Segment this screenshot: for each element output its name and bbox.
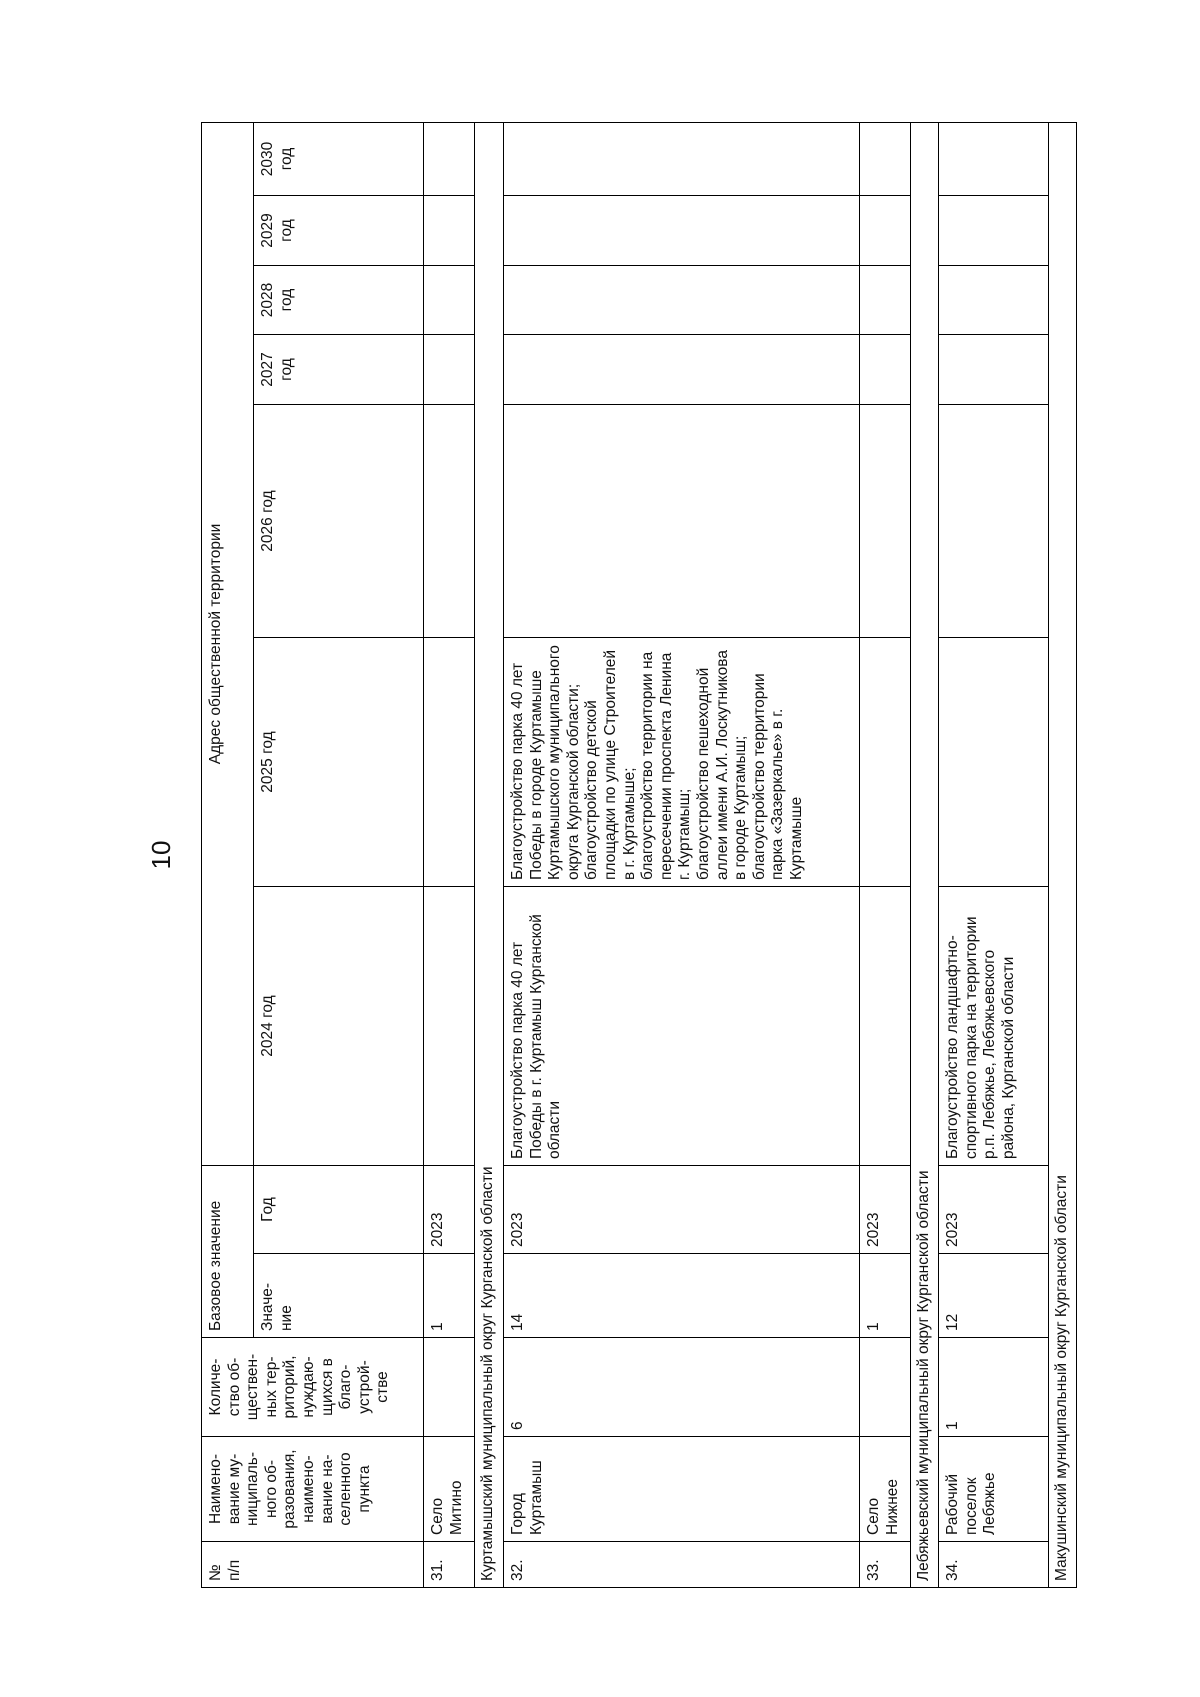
address-2028 bbox=[860, 265, 911, 334]
address-2024: Благоустройство парка 40 лет Победы в г. Куртамыш Курганской области bbox=[504, 886, 860, 1165]
base-value: 1 bbox=[424, 1254, 475, 1338]
municipality-name: Город Куртамыш bbox=[504, 1437, 860, 1542]
header-value: Значе- ние bbox=[254, 1254, 424, 1338]
row-num: 34. bbox=[939, 1542, 1049, 1588]
base-year: 2023 bbox=[504, 1165, 860, 1253]
territory-count: 6 bbox=[504, 1338, 860, 1437]
header-address: Адрес общественной территории bbox=[202, 122, 254, 1165]
address-2027 bbox=[939, 334, 1049, 404]
header-year: Год bbox=[254, 1165, 424, 1253]
territory-count bbox=[860, 1338, 911, 1437]
address-2028 bbox=[504, 265, 860, 334]
page-number: 10 bbox=[146, 840, 176, 870]
address-2027 bbox=[504, 334, 860, 404]
address-2029 bbox=[424, 195, 475, 265]
address-2030 bbox=[939, 122, 1049, 195]
base-value: 14 bbox=[504, 1254, 860, 1338]
address-2026 bbox=[939, 404, 1049, 637]
table-row bbox=[860, 122, 911, 1587]
header-count: Количе- ство об- ществен- ных тер- риторий, нуждаю- щихся в благо- устрой- стве bbox=[202, 1338, 424, 1437]
address-2028 bbox=[939, 265, 1049, 334]
address-2029 bbox=[939, 195, 1049, 265]
address-2024 bbox=[424, 886, 475, 1165]
base-year: 2023 bbox=[860, 1165, 911, 1253]
group-label: Куртамышский муниципальный округ Курганской области bbox=[475, 122, 504, 1587]
address-2028 bbox=[424, 265, 475, 334]
group-row bbox=[1049, 122, 1077, 1587]
header-num: № п/п bbox=[202, 1542, 424, 1588]
header-2026: 2026 год bbox=[254, 404, 424, 637]
row-num: 33. bbox=[860, 1542, 911, 1588]
address-2029 bbox=[504, 195, 860, 265]
address-2026 bbox=[504, 404, 860, 637]
address-2025 bbox=[860, 637, 911, 886]
rotated-table-wrapper bbox=[201, 123, 1113, 1588]
address-2030 bbox=[424, 122, 475, 195]
table-row bbox=[424, 122, 475, 1587]
address-2030 bbox=[860, 122, 911, 195]
municipality-name: Рабочий поселок Лебяжье bbox=[939, 1437, 1049, 1542]
header-municipality: Наимено- вание му- ниципаль- ного об- разования, наимено- вание на- селенного пункта bbox=[202, 1437, 424, 1542]
territory-count: 1 bbox=[939, 1338, 1049, 1437]
address-2027 bbox=[424, 334, 475, 404]
header-2027: 2027 год bbox=[254, 334, 424, 404]
table-row bbox=[939, 122, 1049, 1587]
header-2028: 2028 год bbox=[254, 265, 424, 334]
address-2026 bbox=[424, 404, 475, 637]
address-2025 bbox=[424, 637, 475, 886]
header-2024: 2024 год bbox=[254, 886, 424, 1165]
territory-count bbox=[424, 1338, 475, 1437]
row-num: 32. bbox=[504, 1542, 860, 1588]
municipality-name: Село Нижнее bbox=[860, 1437, 911, 1542]
base-year: 2023 bbox=[424, 1165, 475, 1253]
row-num: 31. bbox=[424, 1542, 475, 1588]
group-row bbox=[475, 122, 504, 1587]
group-row bbox=[911, 122, 939, 1587]
address-2026 bbox=[860, 404, 911, 637]
base-year: 2023 bbox=[939, 1165, 1049, 1253]
group-label: Лебяжьевский муниципальный округ Курганской области bbox=[911, 122, 939, 1587]
address-2024: Благоустройство ландшафтно-спортивного парка на территории р.п. Лебяжье, Лебяжьевского района, Курганской области bbox=[939, 886, 1049, 1165]
header-2025: 2025 год bbox=[254, 637, 424, 886]
address-2029 bbox=[860, 195, 911, 265]
public-territories-table bbox=[201, 122, 1077, 1588]
header-2029: 2029 год bbox=[254, 195, 424, 265]
municipality-name: Село Митино bbox=[424, 1437, 475, 1542]
base-value: 12 bbox=[939, 1254, 1049, 1338]
address-2025 bbox=[939, 637, 1049, 886]
group-label: Макушинский муниципальный округ Курганской области bbox=[1049, 122, 1077, 1587]
address-2027 bbox=[860, 334, 911, 404]
header-row-1 bbox=[202, 122, 254, 1587]
table-row bbox=[504, 122, 860, 1587]
address-2025: Благоустройство парка 40 лет Победы в городе Куртамыше Куртамышского муниципального округа Курганской области; благоустройство детской площадки по улице Строителей в г. Куртамыше; благоустройство территории на пересечении проспекта Ленина г. Куртамыш; благоустройство пешеходной аллеи имени А.И. Лоскутникова в городе Куртамыш; благоустройство территории парка «Зазеркалье» в г. Куртамыше bbox=[504, 637, 860, 886]
address-2024 bbox=[860, 886, 911, 1165]
header-base-value: Базовое значение bbox=[202, 1165, 254, 1337]
header-2030: 2030 год bbox=[254, 122, 424, 195]
address-2030 bbox=[504, 122, 860, 195]
base-value: 1 bbox=[860, 1254, 911, 1338]
